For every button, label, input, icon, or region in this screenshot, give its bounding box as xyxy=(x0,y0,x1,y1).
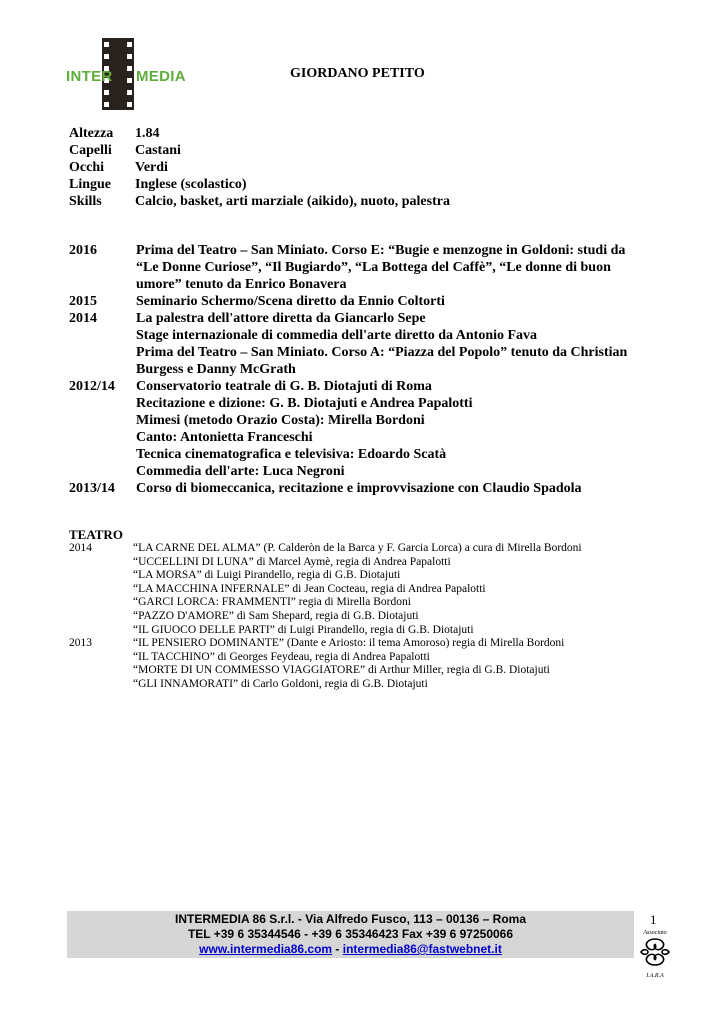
theater-item: “MORTE DI UN COMMESSO VIAGGIATORE” di Arthur Miller, regia di G.B. Diotajuti xyxy=(133,664,550,677)
education-row xyxy=(69,395,669,412)
theater-item: “GARCI LORCA: FRAMMENTI” regia di Mirella Bordoni xyxy=(133,596,411,609)
theater-year xyxy=(69,610,133,624)
theater-row xyxy=(69,596,669,610)
education-text: Seminario Schermo/Scena diretto da Ennio Coltorti xyxy=(136,294,445,309)
education-text: Conservatorio teatrale di G. B. Diotajuti di Roma xyxy=(136,379,432,394)
education-year xyxy=(69,327,136,344)
theater-year xyxy=(69,596,133,610)
education-text: Tecnica cinematografica e televisiva: Edoardo Scatà xyxy=(136,447,447,462)
attribute-value: Castani xyxy=(135,143,181,158)
theater-item: “PAZZO D'AMORE” di Sam Shepard, regia di G.B. Diotajuti xyxy=(133,609,419,622)
education-text: Mimesi (metodo Orazio Costa): Mirella Bordoni xyxy=(136,413,425,428)
theater-heading: TEATRO xyxy=(69,527,123,542)
logo-text-right: MEDIA xyxy=(136,68,186,85)
theater-row xyxy=(69,610,669,624)
footer xyxy=(67,911,634,958)
theater-item: “LA CARNE DEL ALMA” (P. Calderòn de la Barca y F. Garcia Lorca) a cura di Mirella Bordoni xyxy=(133,542,582,554)
education-text: umore” tenuto da Enrico Bonavera xyxy=(136,277,347,292)
theater-item: “LA MORSA” di Luigi Pirandello, regia di G.B. Diotajuti xyxy=(133,569,401,582)
education-year xyxy=(69,259,136,276)
theater-item: “UCCELLINI DI LUNA” di Marcel Aymè, regia di Andrea Papalotti xyxy=(133,555,451,568)
education-row xyxy=(69,276,669,293)
education-row xyxy=(69,344,669,361)
attribute-row xyxy=(69,193,450,210)
education-text: Commedia dell'arte: Luca Negroni xyxy=(136,464,345,479)
education-text: Prima del Teatro – San Miniato. Corso E: “Bugie e menzogne in Goldoni: studi da xyxy=(136,243,626,258)
attribute-key: Skills xyxy=(69,194,102,209)
education-text: La palestra dell'attore diretta da Giancarlo Sepe xyxy=(136,311,426,326)
attribute-key: Altezza xyxy=(69,126,114,141)
logo-text-left: INTER xyxy=(66,68,113,85)
education-row xyxy=(69,310,669,327)
education-year: 2012/14 xyxy=(69,379,115,394)
theater-year: 2014 xyxy=(69,542,92,554)
theater-year xyxy=(69,556,133,570)
theater-row xyxy=(69,583,669,597)
education-row xyxy=(69,242,669,259)
education-text: Burgess e Danny McGrath xyxy=(136,362,296,377)
education-row xyxy=(69,361,669,378)
education-row xyxy=(69,429,669,446)
attribute-row xyxy=(69,176,450,193)
theater-year xyxy=(69,583,133,597)
theater-row xyxy=(69,637,669,651)
attribute-key: Capelli xyxy=(69,143,112,158)
theater-row xyxy=(69,624,669,638)
attribute-key: Occhi xyxy=(69,160,104,175)
education-year: 2014 xyxy=(69,311,97,326)
theater-row xyxy=(69,556,669,570)
education-year xyxy=(69,276,136,293)
education-row xyxy=(69,463,669,480)
education-year xyxy=(69,446,136,463)
education-year: 2013/14 xyxy=(69,481,115,496)
education-row xyxy=(69,446,669,463)
theater-row xyxy=(69,542,669,556)
seal-top-text: Associato xyxy=(643,930,667,936)
personal-attributes xyxy=(69,125,450,210)
theater-row xyxy=(69,678,669,692)
theater-item: “IL PENSIERO DOMINANTE” (Dante e Ariosto: il tema Amoroso) regia di Mirella Bordoni xyxy=(133,637,565,650)
theater-year: 2013 xyxy=(69,637,92,650)
attribute-value: Calcio, basket, arti marziale (aikido), nuoto, palestra xyxy=(135,194,450,209)
footer-phone: TEL +39 6 35344546 - +39 6 35346423 Fax +39 6 97250066 xyxy=(187,927,514,941)
education-row xyxy=(69,259,669,276)
theater-year xyxy=(69,569,133,583)
iara-seal xyxy=(635,930,675,982)
education-text: “Le Donne Curiose”, “Il Bugiardo”, “La Bottega del Caffè”, “Le donne di buon xyxy=(136,260,611,275)
ornament-icon xyxy=(638,936,672,968)
theater-year xyxy=(69,678,133,692)
attribute-row xyxy=(69,159,450,176)
attribute-value: 1.84 xyxy=(135,126,160,141)
seal-bottom-text: I.A.R.A xyxy=(646,973,664,979)
education-year xyxy=(69,412,136,429)
page-title: GIORDANO PETITO xyxy=(290,66,425,81)
attribute-key: Lingue xyxy=(69,177,112,192)
education-row xyxy=(69,412,669,429)
theater-year xyxy=(69,664,133,678)
education-row xyxy=(69,480,669,497)
email-link[interactable]: intermedia86@fastwebnet.it xyxy=(342,942,502,956)
theater-row xyxy=(69,664,669,678)
education-year xyxy=(69,361,136,378)
education-year xyxy=(69,344,136,361)
website-link[interactable]: www.intermedia86.com xyxy=(199,942,333,956)
education-row xyxy=(69,327,669,344)
education-year xyxy=(69,463,136,480)
theater-list xyxy=(69,542,669,692)
education-year xyxy=(69,395,136,412)
education-year: 2015 xyxy=(69,294,97,309)
education-text: Canto: Antonietta Franceschi xyxy=(136,430,313,445)
theater-item: “IL GIUOCO DELLE PARTI” di Luigi Pirandello, regia di G.B. Diotajuti xyxy=(133,623,474,636)
education-year: 2016 xyxy=(69,243,97,258)
attribute-row xyxy=(69,125,450,142)
education-row xyxy=(69,293,669,310)
theater-item: “GLI INNAMORATI” di Carlo Goldoni, regia di G.B. Diotajuti xyxy=(133,677,428,690)
education-text: Prima del Teatro – San Miniato. Corso A: “Piazza del Popolo” tenuto da Christian xyxy=(136,345,628,360)
attribute-row xyxy=(69,142,450,159)
footer-address: INTERMEDIA 86 S.r.l. - Via Alfredo Fusco, 113 – 00136 – Roma xyxy=(174,912,527,926)
education-text: Stage internazionale di commedia dell'arte diretto da Antonio Fava xyxy=(136,328,538,343)
theater-row xyxy=(69,651,669,665)
attribute-value: Verdi xyxy=(135,160,168,175)
page-number: 1 xyxy=(650,912,657,927)
theater-year xyxy=(69,624,133,638)
theater-row xyxy=(69,569,669,583)
theater-year xyxy=(69,651,133,665)
education-list xyxy=(69,242,669,497)
attribute-value: Inglese (scolastico) xyxy=(135,177,247,192)
education-text: Corso di biomeccanica, recitazione e improvvisazione con Claudio Spadola xyxy=(136,481,582,496)
theater-item: “IL TACCHINO” di Georges Feydeau, regia di Andrea Papalotti xyxy=(133,650,430,663)
education-text: Recitazione e dizione: G. B. Diotajuti e Andrea Papalotti xyxy=(136,396,473,411)
education-year xyxy=(69,429,136,446)
education-row xyxy=(69,378,669,395)
intermedia-logo xyxy=(66,36,186,114)
footer-separator: - xyxy=(332,942,343,956)
theater-item: “LA MACCHINA INFERNALE” di Jean Cocteau, regia di Andrea Papalotti xyxy=(133,582,486,595)
